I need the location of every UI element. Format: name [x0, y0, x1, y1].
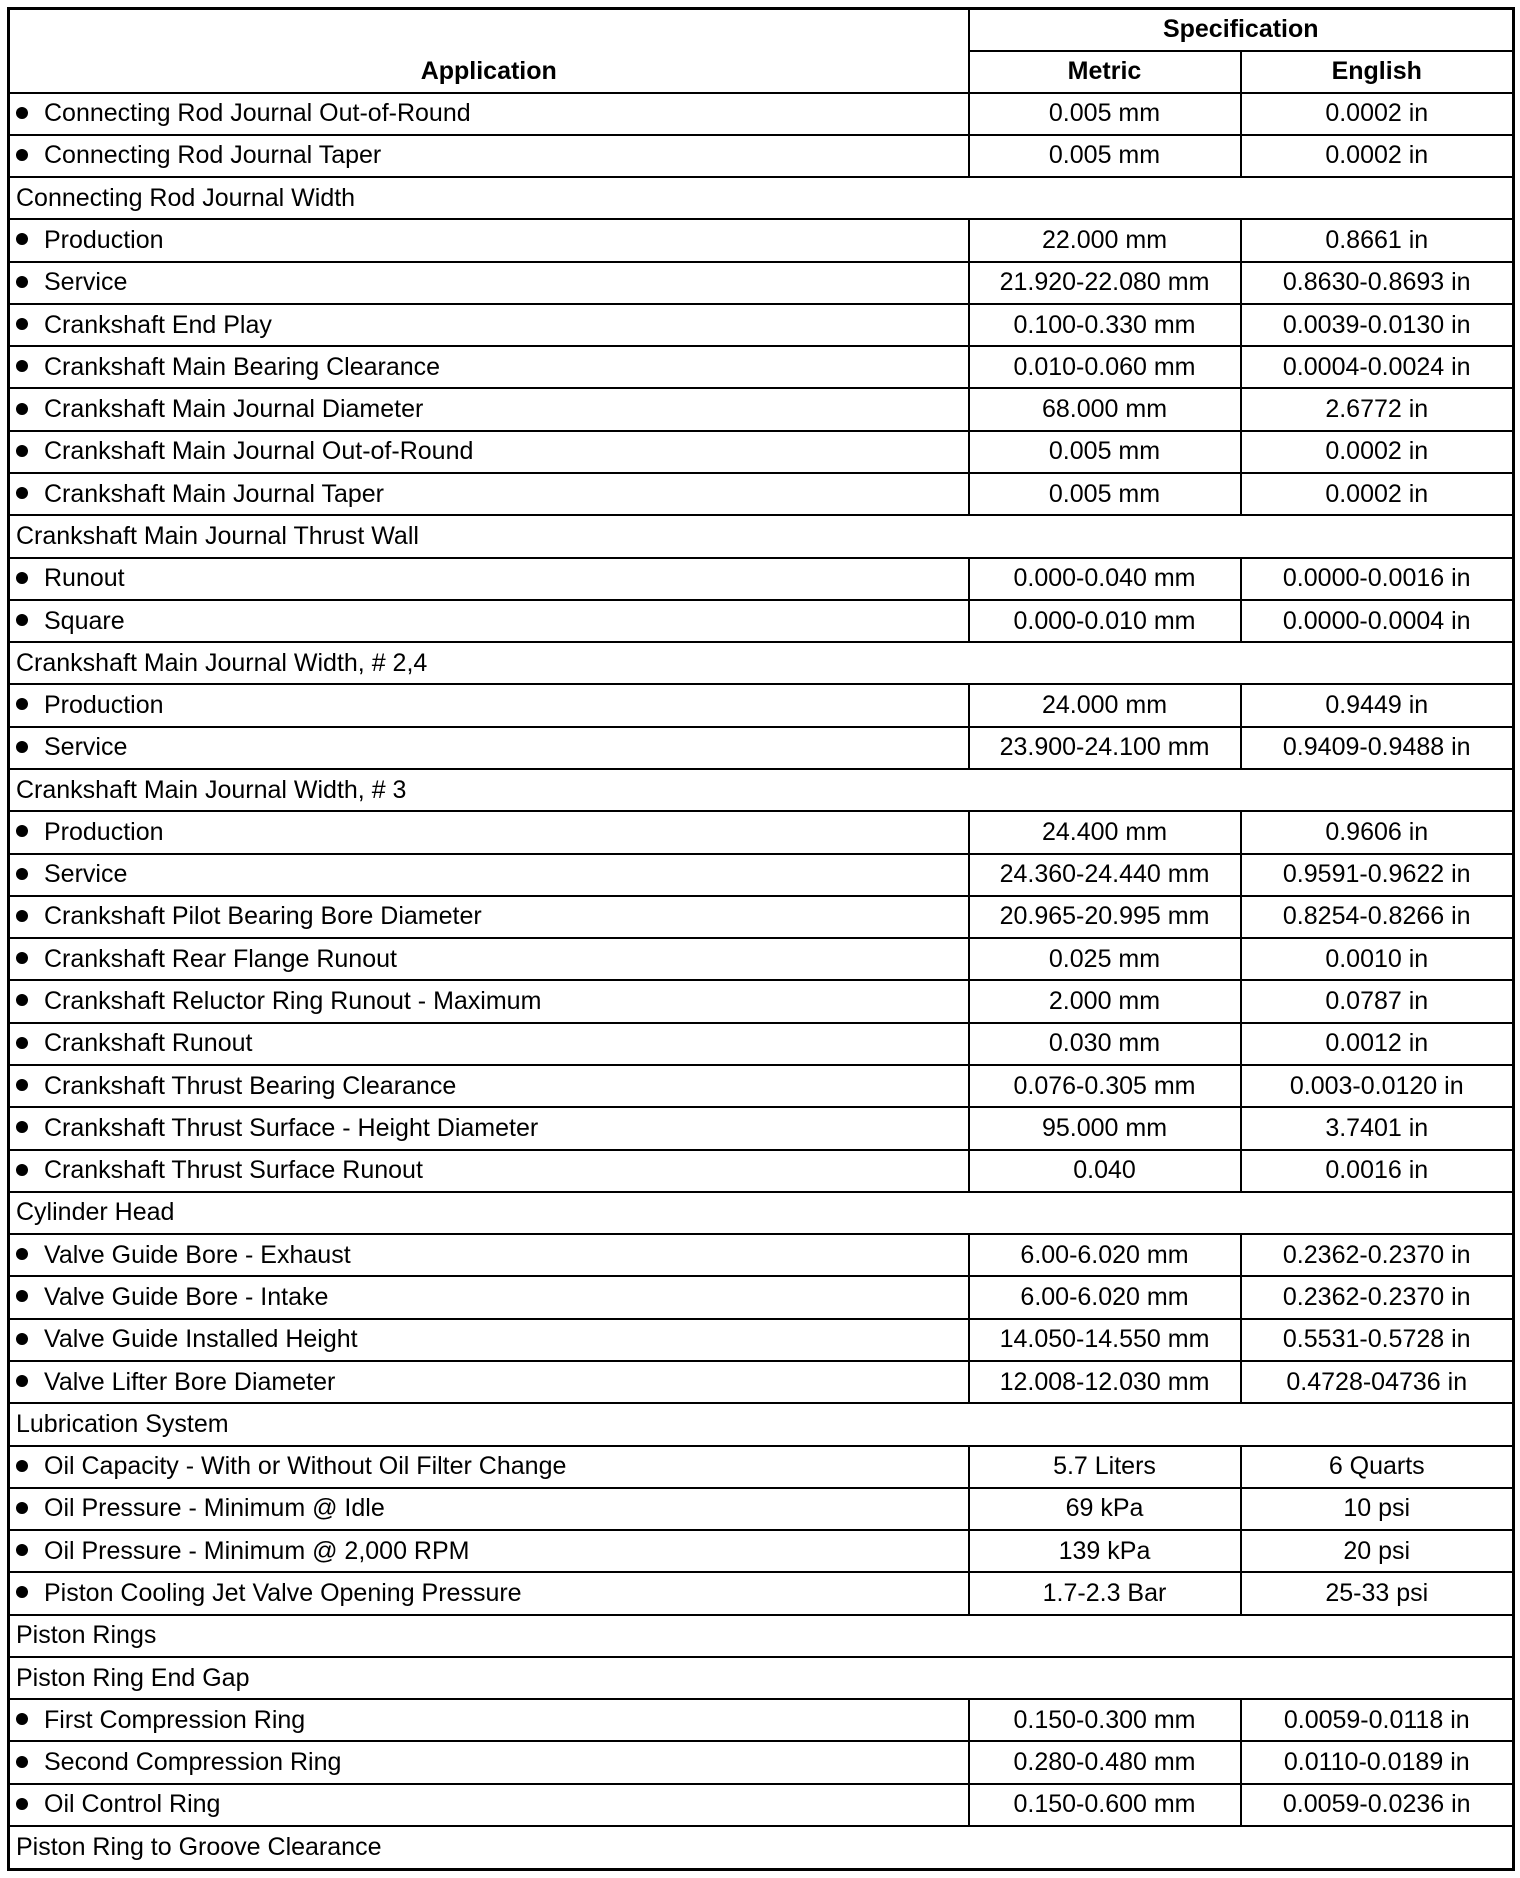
application-label: Connecting Rod Journal Out-of-Round: [44, 99, 471, 128]
group-label: Connecting Rod Journal Width: [9, 177, 1514, 219]
metric-value: 6.00-6.020 mm: [969, 1276, 1241, 1318]
metric-value: 69 kPa: [969, 1488, 1241, 1530]
application-cell: [9, 1150, 969, 1192]
bullet-icon: [16, 1037, 28, 1049]
metric-value: 2.000 mm: [969, 980, 1241, 1022]
english-value: 0.0039-0.0130 in: [1241, 304, 1514, 346]
table-row: [9, 431, 1514, 473]
table-row: [9, 1784, 1514, 1826]
table-row: [9, 1065, 1514, 1107]
application-label: Crankshaft Runout: [44, 1029, 253, 1058]
application-cell: [9, 219, 969, 261]
english-value: 10 psi: [1241, 1488, 1514, 1530]
application-header: Application: [9, 9, 969, 93]
bullet-icon: [16, 1333, 28, 1345]
application-cell: [9, 854, 969, 896]
english-value: 0.8661 in: [1241, 219, 1514, 261]
application-cell: [9, 1319, 969, 1361]
english-value: 0.0110-0.0189 in: [1241, 1741, 1514, 1783]
application-label: Production: [44, 691, 164, 720]
bullet-icon: [16, 572, 28, 584]
application-cell: [9, 1234, 969, 1276]
english-value: 0.0000-0.0004 in: [1241, 600, 1514, 642]
table-row: [9, 93, 1514, 135]
english-value: 6 Quarts: [1241, 1446, 1514, 1488]
group-header-row: [9, 1826, 1514, 1869]
metric-value: 21.920-22.080 mm: [969, 262, 1241, 304]
application-label: Crankshaft Main Bearing Clearance: [44, 352, 441, 381]
table-row: [9, 1446, 1514, 1488]
metric-value: 0.040: [969, 1150, 1241, 1192]
table-body: [9, 93, 1514, 1870]
application-cell: [9, 1530, 969, 1572]
bullet-icon: [16, 741, 28, 753]
bullet-icon: [16, 825, 28, 837]
table-row: [9, 1488, 1514, 1530]
bullet-icon: [16, 994, 28, 1006]
english-header: English: [1241, 51, 1514, 93]
metric-value: 12.008-12.030 mm: [969, 1361, 1241, 1403]
table-row: [9, 980, 1514, 1022]
table-row: [9, 1276, 1514, 1318]
application-label: Service: [44, 860, 128, 889]
bullet-icon: [16, 149, 28, 161]
application-label: Production: [44, 225, 164, 254]
english-value: 0.9449 in: [1241, 684, 1514, 726]
application-label: Valve Guide Installed Height: [44, 1325, 358, 1354]
application-cell: [9, 1741, 969, 1783]
group-header-row: [9, 515, 1514, 557]
application-label: Crankshaft Rear Flange Runout: [44, 944, 397, 973]
table-row: [9, 1023, 1514, 1065]
application-label: Crankshaft Main Journal Out-of-Round: [44, 437, 474, 466]
group-label: Crankshaft Main Journal Width, # 3: [9, 769, 1514, 811]
application-cell: [9, 980, 969, 1022]
application-label: First Compression Ring: [44, 1705, 306, 1734]
bullet-icon: [16, 1460, 28, 1472]
application-cell: [9, 93, 969, 135]
application-label: Crankshaft Main Journal Diameter: [44, 395, 424, 424]
application-cell: [9, 1572, 969, 1614]
application-cell: [9, 1107, 969, 1149]
english-value: 0.0059-0.0236 in: [1241, 1784, 1514, 1826]
specification-table: [7, 7, 1515, 1871]
english-value: 0.5531-0.5728 in: [1241, 1319, 1514, 1361]
group-header-row: [9, 1192, 1514, 1234]
english-value: 0.4728-04736 in: [1241, 1361, 1514, 1403]
bullet-icon: [16, 1544, 28, 1556]
bullet-icon: [16, 276, 28, 288]
bullet-icon: [16, 445, 28, 457]
english-value: 0.0016 in: [1241, 1150, 1514, 1192]
metric-value: 0.150-0.300 mm: [969, 1699, 1241, 1741]
application-label: Crankshaft Main Journal Taper: [44, 479, 384, 508]
english-value: 0.0010 in: [1241, 938, 1514, 980]
metric-value: 95.000 mm: [969, 1107, 1241, 1149]
english-value: 0.003-0.0120 in: [1241, 1065, 1514, 1107]
table-row: [9, 1741, 1514, 1783]
metric-value: 6.00-6.020 mm: [969, 1234, 1241, 1276]
application-cell: [9, 1276, 969, 1318]
application-label: Crankshaft End Play: [44, 310, 272, 339]
table-row: [9, 600, 1514, 642]
table-row: [9, 135, 1514, 177]
bullet-icon: [16, 1079, 28, 1091]
english-value: 0.0002 in: [1241, 93, 1514, 135]
application-cell: [9, 938, 969, 980]
english-value: 0.9606 in: [1241, 811, 1514, 853]
application-cell: [9, 346, 969, 388]
application-label: Square: [44, 606, 125, 635]
application-label: Production: [44, 817, 164, 846]
bullet-icon: [16, 360, 28, 372]
metric-value: 5.7 Liters: [969, 1446, 1241, 1488]
table-row: [9, 1572, 1514, 1614]
metric-value: 22.000 mm: [969, 219, 1241, 261]
group-label: Piston Ring End Gap: [9, 1657, 1514, 1699]
english-value: 0.8630-0.8693 in: [1241, 262, 1514, 304]
specification-header: Specification: [969, 9, 1514, 51]
application-label: Oil Control Ring: [44, 1790, 221, 1819]
application-label: Crankshaft Reluctor Ring Runout - Maximum: [44, 987, 542, 1016]
application-label: Crankshaft Thrust Surface Runout: [44, 1156, 423, 1185]
metric-value: 0.005 mm: [969, 431, 1241, 473]
bullet-icon: [16, 1121, 28, 1133]
table-row: [9, 304, 1514, 346]
english-value: 0.8254-0.8266 in: [1241, 896, 1514, 938]
english-value: 0.0012 in: [1241, 1023, 1514, 1065]
group-label: Crankshaft Main Journal Width, # 2,4: [9, 642, 1514, 684]
table-row: [9, 896, 1514, 938]
table-row: [9, 1699, 1514, 1741]
table-row: [9, 558, 1514, 600]
group-header-row: [9, 642, 1514, 684]
group-header-row: [9, 1403, 1514, 1445]
table-row: [9, 854, 1514, 896]
table-row: [9, 1234, 1514, 1276]
application-label: Service: [44, 733, 128, 762]
english-value: 0.0059-0.0118 in: [1241, 1699, 1514, 1741]
metric-value: 68.000 mm: [969, 388, 1241, 430]
english-value: 0.0004-0.0024 in: [1241, 346, 1514, 388]
bullet-icon: [16, 868, 28, 880]
application-cell: [9, 1784, 969, 1826]
bullet-icon: [16, 487, 28, 499]
metric-value: 0.076-0.305 mm: [969, 1065, 1241, 1107]
metric-value: 1.7-2.3 Bar: [969, 1572, 1241, 1614]
bullet-icon: [16, 1164, 28, 1176]
metric-value: 0.000-0.040 mm: [969, 558, 1241, 600]
metric-value: 139 kPa: [969, 1530, 1241, 1572]
table-row: [9, 938, 1514, 980]
header-row-top: [9, 9, 1514, 51]
bullet-icon: [16, 1375, 28, 1387]
group-label: Cylinder Head: [9, 1192, 1514, 1234]
application-cell: [9, 135, 969, 177]
application-label: Valve Lifter Bore Diameter: [44, 1367, 336, 1396]
metric-value: 14.050-14.550 mm: [969, 1319, 1241, 1361]
bullet-icon: [16, 1713, 28, 1725]
group-label: Piston Ring to Groove Clearance: [9, 1826, 1514, 1869]
bullet-icon: [16, 1502, 28, 1514]
table-row: [9, 1150, 1514, 1192]
metric-value: 0.005 mm: [969, 93, 1241, 135]
application-cell: [9, 684, 969, 726]
application-cell: [9, 304, 969, 346]
english-value: 0.0787 in: [1241, 980, 1514, 1022]
table-row: [9, 1319, 1514, 1361]
table-row: [9, 727, 1514, 769]
application-cell: [9, 811, 969, 853]
application-label: Crankshaft Pilot Bearing Bore Diameter: [44, 902, 482, 931]
group-label: Piston Rings: [9, 1615, 1514, 1657]
english-value: 25-33 psi: [1241, 1572, 1514, 1614]
bullet-icon: [16, 698, 28, 710]
bullet-icon: [16, 614, 28, 626]
bullet-icon: [16, 1798, 28, 1810]
metric-value: 0.150-0.600 mm: [969, 1784, 1241, 1826]
table-row: [9, 388, 1514, 430]
metric-value: 24.360-24.440 mm: [969, 854, 1241, 896]
group-label: Lubrication System: [9, 1403, 1514, 1445]
english-value: 3.7401 in: [1241, 1107, 1514, 1149]
metric-value: 0.030 mm: [969, 1023, 1241, 1065]
metric-value: 0.005 mm: [969, 135, 1241, 177]
application-label: Oil Pressure - Minimum @ 2,000 RPM: [44, 1536, 470, 1565]
metric-value: 0.010-0.060 mm: [969, 346, 1241, 388]
bullet-icon: [16, 910, 28, 922]
table-row: [9, 473, 1514, 515]
table-row: [9, 1107, 1514, 1149]
application-label: Crankshaft Thrust Surface - Height Diameter: [44, 1113, 539, 1142]
english-value: 0.0002 in: [1241, 135, 1514, 177]
metric-value: 24.400 mm: [969, 811, 1241, 853]
english-value: 0.9591-0.9622 in: [1241, 854, 1514, 896]
bullet-icon: [16, 1586, 28, 1598]
group-header-row: [9, 1657, 1514, 1699]
metric-value: 20.965-20.995 mm: [969, 896, 1241, 938]
bullet-icon: [16, 1756, 28, 1768]
metric-value: 0.000-0.010 mm: [969, 600, 1241, 642]
application-label: Valve Guide Bore - Intake: [44, 1283, 329, 1312]
metric-value: 0.025 mm: [969, 938, 1241, 980]
group-header-row: [9, 769, 1514, 811]
group-header-row: [9, 1615, 1514, 1657]
application-label: Second Compression Ring: [44, 1748, 342, 1777]
metric-header: Metric: [969, 51, 1241, 93]
application-cell: [9, 727, 969, 769]
application-cell: [9, 1488, 969, 1530]
application-label: Piston Cooling Jet Valve Opening Pressure: [44, 1578, 522, 1607]
application-cell: [9, 1361, 969, 1403]
table-row: [9, 346, 1514, 388]
application-cell: [9, 1446, 969, 1488]
bullet-icon: [16, 107, 28, 119]
table-row: [9, 811, 1514, 853]
bullet-icon: [16, 318, 28, 330]
application-label: Valve Guide Bore - Exhaust: [44, 1240, 351, 1269]
group-label: Crankshaft Main Journal Thrust Wall: [9, 515, 1514, 557]
bullet-icon: [16, 1248, 28, 1260]
table-row: [9, 1530, 1514, 1572]
application-label: Runout: [44, 564, 125, 593]
table-row: [9, 1361, 1514, 1403]
english-value: 0.2362-0.2370 in: [1241, 1234, 1514, 1276]
application-cell: [9, 473, 969, 515]
english-value: 20 psi: [1241, 1530, 1514, 1572]
application-cell: [9, 600, 969, 642]
metric-value: 24.000 mm: [969, 684, 1241, 726]
application-label: Oil Capacity - With or Without Oil Filter Change: [44, 1452, 567, 1481]
application-cell: [9, 896, 969, 938]
english-value: 0.0002 in: [1241, 431, 1514, 473]
application-cell: [9, 1023, 969, 1065]
bullet-icon: [16, 952, 28, 964]
application-label: Connecting Rod Journal Taper: [44, 141, 382, 170]
english-value: 2.6772 in: [1241, 388, 1514, 430]
english-value: 0.2362-0.2370 in: [1241, 1276, 1514, 1318]
application-cell: [9, 1699, 969, 1741]
metric-value: 0.280-0.480 mm: [969, 1741, 1241, 1783]
application-cell: [9, 558, 969, 600]
metric-value: 0.005 mm: [969, 473, 1241, 515]
bullet-icon: [16, 233, 28, 245]
table-row: [9, 684, 1514, 726]
application-cell: [9, 431, 969, 473]
bullet-icon: [16, 403, 28, 415]
application-cell: [9, 388, 969, 430]
application-cell: [9, 262, 969, 304]
group-header-row: [9, 177, 1514, 219]
bullet-icon: [16, 1290, 28, 1302]
application-label: Service: [44, 268, 128, 297]
table-row: [9, 219, 1514, 261]
english-value: 0.9409-0.9488 in: [1241, 727, 1514, 769]
english-value: 0.0000-0.0016 in: [1241, 558, 1514, 600]
application-label: Crankshaft Thrust Bearing Clearance: [44, 1071, 457, 1100]
metric-value: 0.100-0.330 mm: [969, 304, 1241, 346]
application-label: Oil Pressure - Minimum @ Idle: [44, 1494, 385, 1523]
english-value: 0.0002 in: [1241, 473, 1514, 515]
table-row: [9, 262, 1514, 304]
application-cell: [9, 1065, 969, 1107]
metric-value: 23.900-24.100 mm: [969, 727, 1241, 769]
